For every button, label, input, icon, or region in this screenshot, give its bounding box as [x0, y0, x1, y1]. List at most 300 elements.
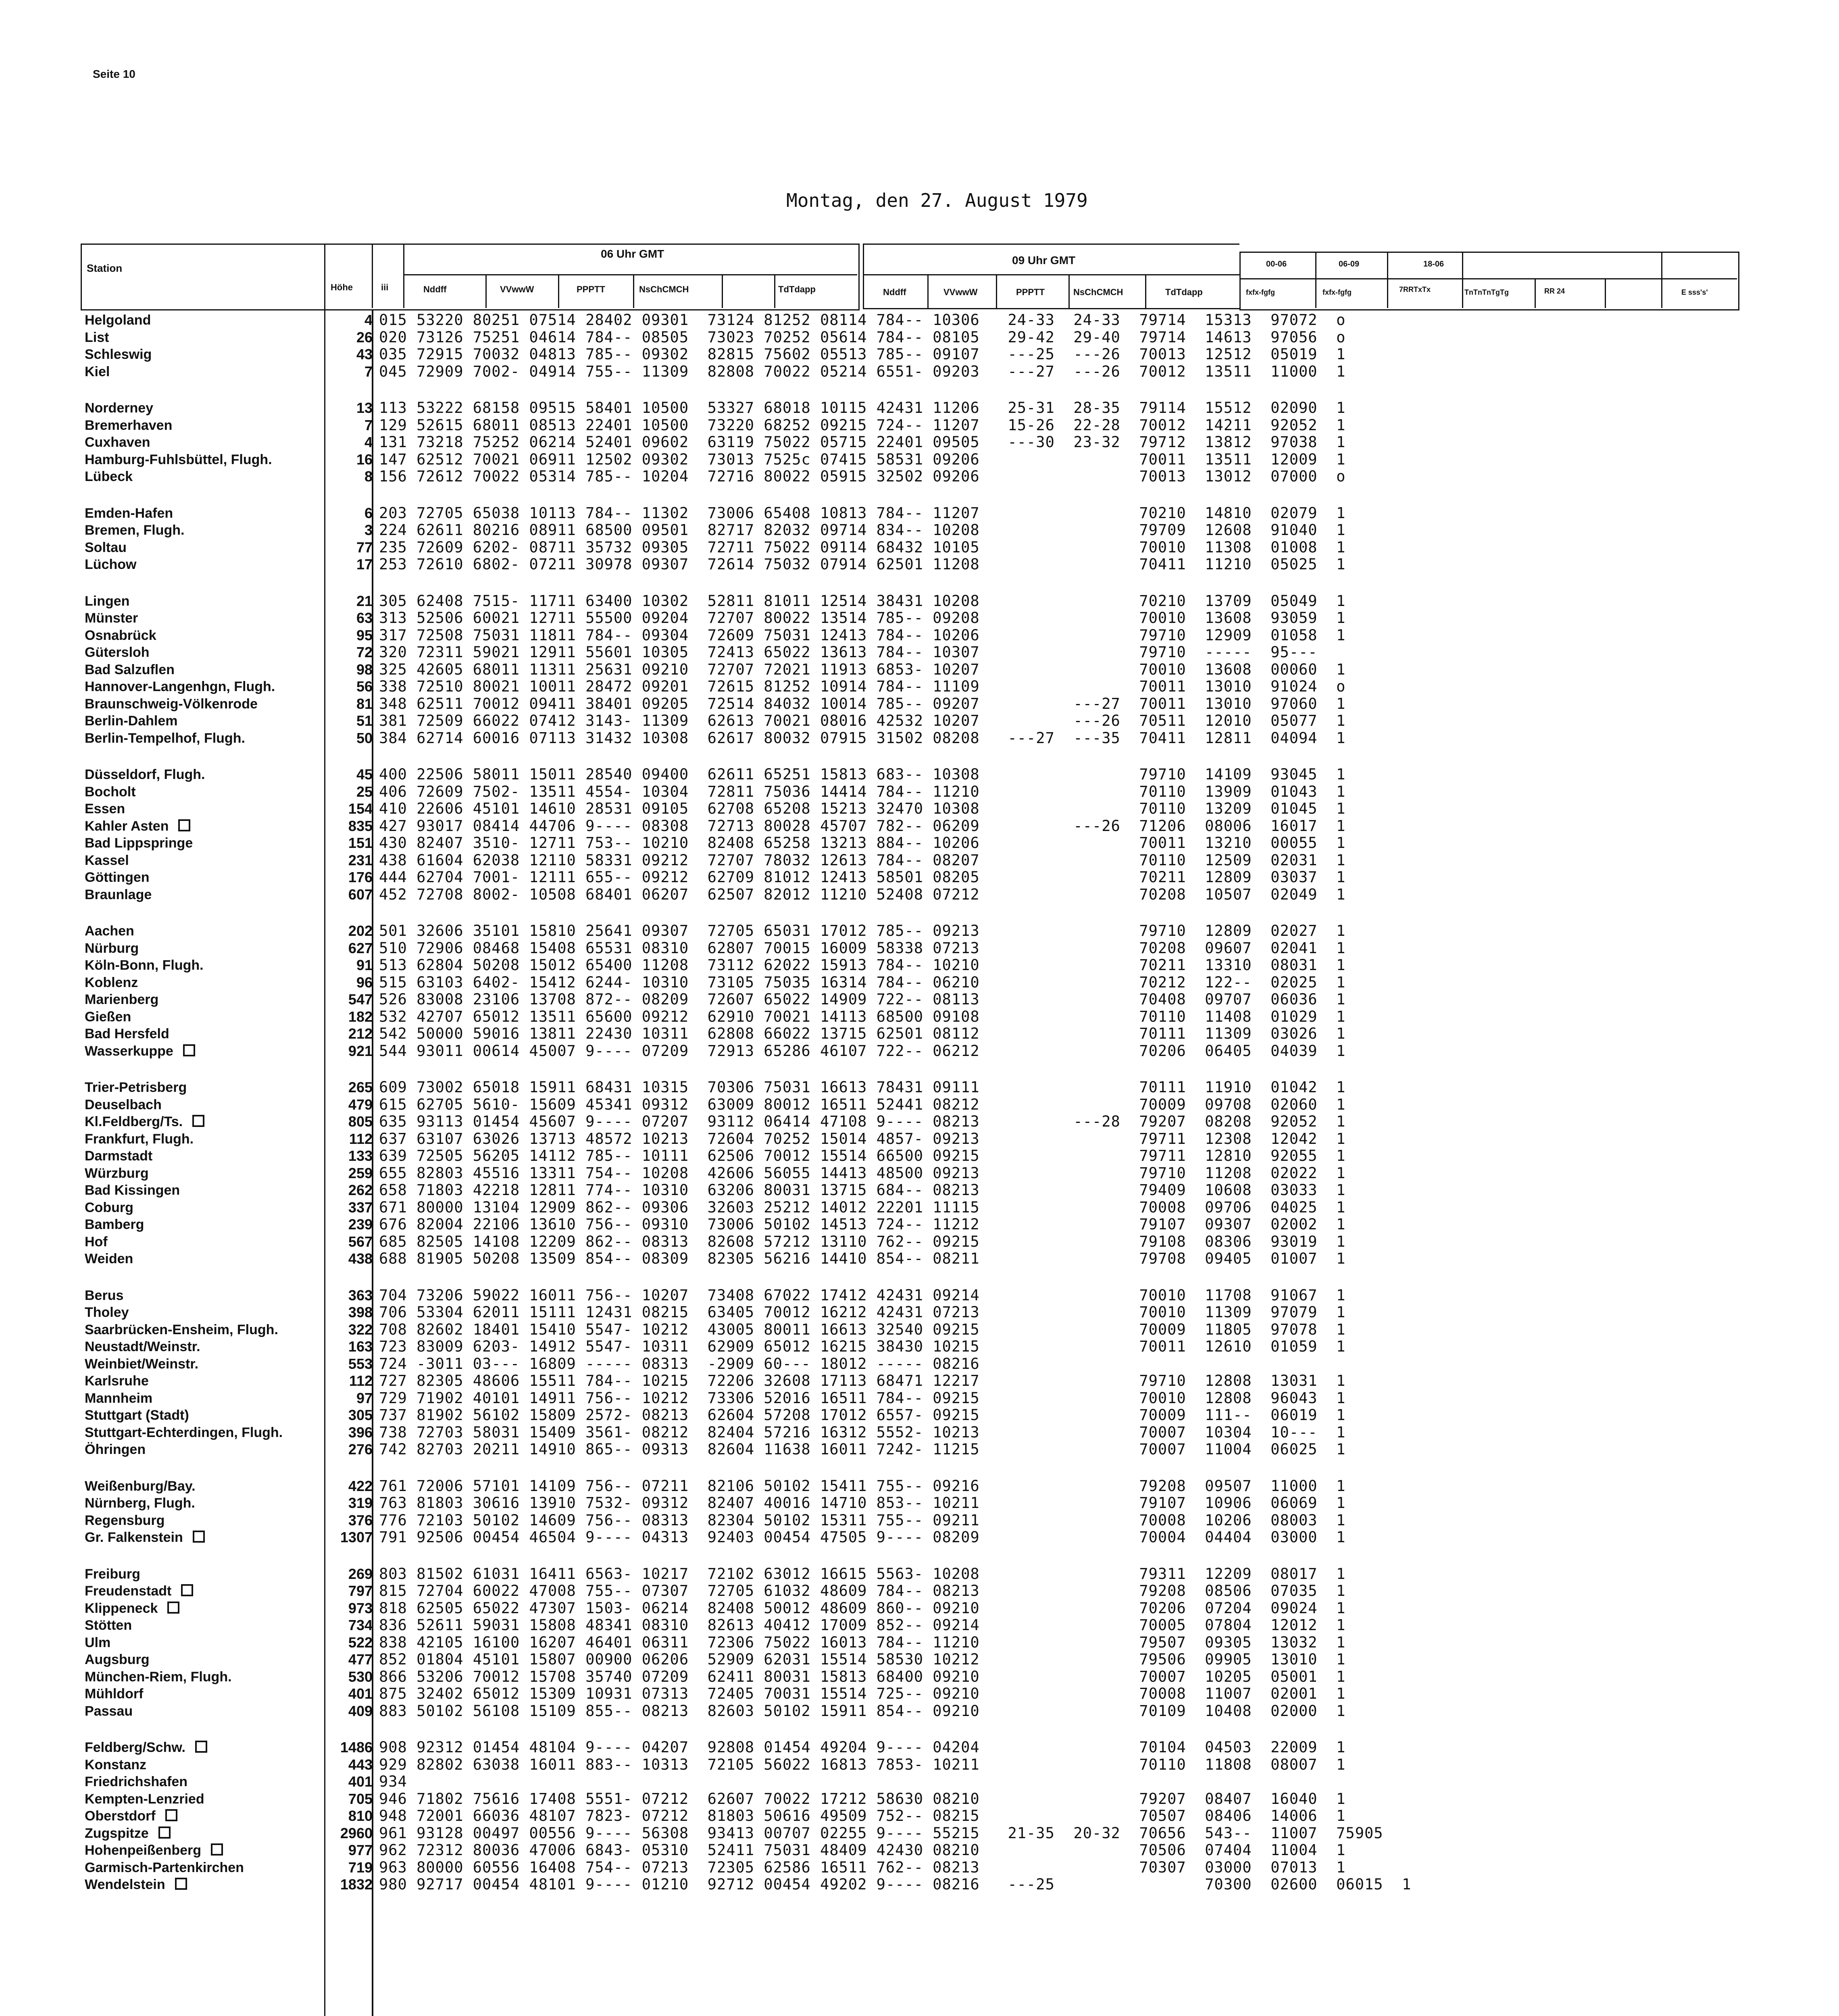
station-name [85, 783, 283, 801]
station-group [326, 1478, 378, 1546]
station-group [379, 1739, 1411, 1893]
station-group [379, 593, 1411, 747]
observation-row: 738 72703 58031 15409 3561- 08212 82404 57216 16312 5552- 10213 70007 10304 10--- 1 [379, 1423, 1346, 1441]
station-name-text: Bocholt [85, 784, 136, 800]
station-height: 6 [364, 504, 373, 521]
station-height: 443 [348, 1756, 373, 1773]
station-name [85, 923, 283, 940]
station-name [85, 1182, 283, 1199]
observation-row: 929 82802 63038 16011 883-- 10313 72105 56022 16813 7853- 10211 70110 11808 08007 1 [379, 1756, 1346, 1773]
station-name [85, 1478, 283, 1495]
station-name-text: Gr. Falkenstein [85, 1530, 183, 1545]
station-name-text: Braunschweig-Völkenrode [85, 696, 258, 712]
station-name [85, 1025, 283, 1043]
station-group [326, 505, 378, 573]
station-name-text: List [85, 329, 109, 345]
station-height: 51 [356, 712, 373, 729]
observation-row: 883 50102 56108 15109 855-- 08213 82603 50102 15911 854-- 09210 70109 10408 02000 1 [379, 1702, 1346, 1720]
station-name [85, 712, 283, 730]
station-name [85, 1424, 283, 1441]
station-group [85, 312, 283, 380]
station-height: 2960 [340, 1824, 373, 1841]
station-name-text: Frankfurt, Flugh. [85, 1131, 194, 1147]
station-name [85, 991, 283, 1008]
station-height: 45 [356, 766, 373, 783]
station-name-text: Bad Salzuflen [85, 662, 175, 677]
station-height: 607 [348, 886, 373, 903]
station-group [379, 1079, 1411, 1268]
station-group [379, 400, 1411, 485]
observation-row: 400 22506 58011 15011 28540 09400 62611 65251 15813 683-- 10308 79710 14109 93045 1 [379, 766, 1346, 783]
observation-row: 635 93113 01454 45607 9---- 07207 93112 06414 47108 9---- 08213 ---28 79207 08208 92052 1 [379, 1113, 1346, 1130]
station-group [85, 1079, 283, 1268]
station-name [85, 1407, 283, 1424]
station-height: 98 [356, 661, 373, 678]
station-height: 401 [348, 1773, 373, 1790]
observation-row: 113 53222 68158 09515 58401 10500 53327 68018 10115 42431 11206 25-31 28-35 79114 15512 02090 1 [379, 399, 1346, 417]
observation-row: 637 63107 63026 13713 48572 10213 72604 70252 15014 4857- 09213 79711 12308 12042 1 [379, 1130, 1346, 1148]
observation-row: 338 72510 80021 10011 28472 09201 72615 81252 10914 784-- 11109 70011 13010 91024 o [379, 678, 1346, 695]
station-name [85, 957, 283, 974]
station-name-text: Öhringen [85, 1442, 146, 1457]
station-group [326, 593, 378, 747]
observation-row: 381 72509 66022 07412 3143- 11309 62613 70021 08016 42532 10207 ---26 70511 12010 05077 1 [379, 712, 1346, 729]
station-group [85, 1478, 283, 1546]
header-rr: 7RRTxTx [1399, 285, 1431, 294]
station-name-text: Klippeneck [85, 1600, 158, 1616]
mountain-station-box-icon [183, 1044, 195, 1056]
station-name [85, 974, 283, 991]
observation-row: 934 [379, 1773, 407, 1790]
station-name [85, 940, 283, 957]
header-ppptt-06: PPPTT [577, 284, 605, 294]
station-name-text: Bad Lippspringe [85, 835, 193, 851]
station-name [85, 886, 283, 904]
station-height: 7 [364, 417, 373, 433]
station-name-text: Göttingen [85, 870, 150, 885]
observation-row: 020 73126 75251 04614 784-- 08505 73023 70252 05614 784-- 08105 29-42 29-40 79714 14613 97056 o [379, 328, 1346, 346]
station-name-text: Freudenstadt [85, 1583, 172, 1599]
station-name-text: Helgoland [85, 312, 151, 328]
station-name [85, 312, 283, 329]
observation-row: 444 62704 7001- 12111 655-- 09212 62709 81012 12413 58501 08205 70211 12809 03037 1 [379, 868, 1346, 886]
station-group [85, 400, 283, 485]
header-period-00-06: 00-06 [1266, 260, 1287, 269]
observation-row: 729 71902 40101 14911 756-- 10212 73306 52016 16511 784-- 09215 70010 12808 96043 1 [379, 1389, 1346, 1407]
station-height: 319 [348, 1495, 373, 1511]
station-name [85, 610, 283, 627]
station-name-text: Nürnberg, Flugh. [85, 1495, 195, 1511]
header-right [1239, 252, 1739, 310]
header-hoehe: Höhe [331, 282, 353, 292]
station-group [85, 505, 283, 573]
station-name [85, 644, 283, 661]
station-height: 63 [356, 610, 373, 626]
station-name [85, 363, 283, 381]
station-height: 835 [348, 817, 373, 834]
station-name-text: Lüchow [85, 557, 137, 572]
station-name [85, 1842, 283, 1859]
station-height: 95 [356, 627, 373, 644]
station-name-text: Hohenpeißenberg [85, 1843, 202, 1858]
station-name-text: Garmisch-Partenkirchen [85, 1860, 244, 1875]
observation-row: 313 52506 60021 12711 55500 09204 72707 80022 13514 785-- 09208 70010 13608 93059 1 [379, 609, 1346, 627]
station-group [85, 923, 283, 1060]
station-name-text: Emden-Hafen [85, 505, 173, 521]
station-group [85, 1287, 283, 1458]
observation-row: 015 53220 80251 07514 28402 09301 73124 81252 08114 784-- 10306 24-33 24-33 79714 15313 97072 o [379, 311, 1346, 329]
station-height: 797 [348, 1583, 373, 1599]
header-nschcmch-06: NsChCMCH [639, 284, 689, 294]
observation-row: 526 83008 23106 13708 872-- 08209 72607 65022 14909 722-- 08113 70408 09707 06036 1 [379, 991, 1346, 1008]
station-name [85, 1876, 283, 1893]
station-group [326, 1739, 378, 1893]
observation-row: 510 72906 08468 15408 65531 08310 62807 70015 16009 58338 07213 70208 09607 02041 1 [379, 939, 1346, 957]
station-height: 305 [348, 1407, 373, 1423]
observation-row: 532 42707 65012 13511 65600 09212 62910 70021 14113 68500 09108 70110 11408 01029 1 [379, 1008, 1346, 1025]
station-name-text: Mannheim [85, 1390, 153, 1406]
station-height: 269 [348, 1565, 373, 1582]
mountain-station-box-icon [158, 1826, 171, 1839]
observation-row: 452 72708 8002- 10508 68401 06207 62507 82012 11210 52408 07212 70208 10507 02049 1 [379, 885, 1346, 903]
station-height: 734 [348, 1617, 373, 1633]
station-name-text: Lingen [85, 593, 130, 609]
station-height: 396 [348, 1424, 373, 1441]
station-height: 705 [348, 1790, 373, 1807]
station-name [85, 1808, 283, 1825]
station-height: 4 [364, 312, 373, 328]
mountain-station-box-icon [167, 1602, 179, 1614]
station-name-text: Oberstdorf [85, 1808, 156, 1824]
station-height: 398 [348, 1304, 373, 1320]
station-name [85, 678, 283, 696]
station-name [85, 556, 283, 573]
station-name-text: Hof [85, 1234, 108, 1250]
station-name-text: Augsburg [85, 1652, 150, 1667]
station-height: 805 [348, 1113, 373, 1130]
station-height: 96 [356, 974, 373, 991]
station-name [85, 1356, 283, 1373]
observation-row: 948 72001 66036 48107 7823- 07212 81803 50616 49509 752-- 08215 70507 08406 14006 1 [379, 1807, 1346, 1824]
station-name-text: Bad Kissingen [85, 1183, 180, 1198]
station-group [326, 1079, 378, 1268]
observation-row: 501 32606 35101 15810 25641 09307 72705 65031 17012 785-- 09213 79710 12809 02027 1 [379, 922, 1346, 939]
station-name-text: Weiden [85, 1251, 133, 1266]
station-name-text: Regensburg [85, 1512, 165, 1528]
station-name [85, 1825, 283, 1842]
observation-row: 961 93128 00497 00556 9---- 56308 93413 00707 02255 9---- 55215 21-35 20-32 70656 543-- 11007 75905 [379, 1824, 1383, 1842]
station-height: 977 [348, 1842, 373, 1858]
station-height: 7 [364, 363, 373, 380]
station-name [85, 1859, 283, 1876]
station-group [379, 923, 1411, 1060]
station-group [379, 505, 1411, 573]
observation-row: 815 72704 60022 47008 755-- 07307 72705 61032 48609 784-- 08213 79208 08506 07035 1 [379, 1582, 1346, 1599]
header-nddff-09: Nddff [883, 287, 906, 297]
observation-row: 035 72915 70032 04813 785-- 09302 82815 75602 05513 785-- 09107 ---25 ---26 70013 12512 05019 1 [379, 346, 1346, 363]
station-height: 21 [356, 592, 373, 609]
station-group [379, 1287, 1411, 1458]
observation-row: 406 72609 7502- 13511 4554- 10304 72811 75036 14414 784-- 11210 70110 13909 01043 1 [379, 783, 1346, 800]
mountain-station-box-icon [181, 1584, 193, 1596]
observation-row: 946 71802 75616 17408 5551- 07212 62607 70022 17212 58630 08210 79207 08407 16040 1 [379, 1790, 1346, 1808]
station-name [85, 1043, 283, 1060]
header-rr24: RR 24 [1544, 287, 1565, 295]
station-group [379, 312, 1411, 380]
observation-row: 980 92717 00454 48101 9---- 01210 92712 00454 49202 9---- 08216 ---25 70300 02600 06015 1 [379, 1876, 1412, 1893]
station-name [85, 696, 283, 713]
station-height: 50 [356, 729, 373, 746]
station-name-text: Schleswig [85, 347, 152, 362]
observation-row: 685 82505 14108 12209 862-- 08313 82608 57212 13110 762-- 09215 79108 08306 93019 1 [379, 1233, 1346, 1250]
station-height: 477 [348, 1651, 373, 1668]
page-number: Seite 10 [93, 68, 135, 80]
station-name [85, 1165, 283, 1182]
station-name-text: Bamberg [85, 1217, 144, 1232]
station-name-text: Gießen [85, 1009, 131, 1025]
observation-row: 688 81905 50208 13509 854-- 08309 82305 56216 14410 854-- 08211 79708 09405 01007 1 [379, 1250, 1346, 1267]
station-name-text: Stötten [85, 1618, 132, 1633]
station-name-text: Kl.Feldberg/Ts. [85, 1114, 183, 1129]
station-height: 112 [349, 1372, 373, 1389]
observation-row: 727 82305 48606 15511 784-- 10215 72206 32608 17113 68471 12217 79710 12808 13031 1 [379, 1372, 1346, 1389]
station-name [85, 1096, 283, 1114]
observation-row: 763 81803 30616 13910 7532- 09312 82407 40016 14710 853-- 10211 79107 10906 06069 1 [379, 1494, 1346, 1512]
station-group [326, 1566, 378, 1720]
observation-row: 131 73218 75252 06214 52401 09602 63119 75022 05715 22401 09505 ---30 23-32 79712 13812 97038 1 [379, 433, 1346, 451]
station-name [85, 1304, 283, 1321]
header-period-18-06: 18-06 [1423, 260, 1444, 269]
station-name-text: Zugspitze [85, 1825, 149, 1841]
station-name-text: Hannover-Langenhgn, Flugh. [85, 679, 275, 694]
station-name-text: Berlin-Dahlem [85, 713, 178, 729]
observation-row: 203 72705 65038 10113 784-- 11302 73006 65408 10813 784-- 11207 70210 14810 02079 1 [379, 504, 1346, 522]
observation-row: 317 72508 75031 11811 784-- 09304 72609 75031 12413 784-- 10206 79710 12909 01058 1 [379, 626, 1346, 644]
station-height: 133 [348, 1148, 373, 1164]
observation-row: 875 32402 65012 15309 10931 07313 72405 70031 15514 725-- 09210 70008 11007 02001 1 [379, 1685, 1346, 1702]
station-name [85, 1756, 283, 1774]
station-name [85, 539, 283, 556]
observation-row: 724 -3011 03--- 16809 ----- 08313 -2909 60--- 18012 ----- 08216 [379, 1355, 980, 1372]
header-nddff-06: Nddff [423, 284, 447, 294]
observation-row: 129 52615 68011 08513 22401 10500 73220 68252 09215 724-- 11207 15-26 22-28 70012 14211 92052 1 [379, 416, 1346, 434]
observation-row: 962 72312 80036 47006 6843- 05310 52411 75031 48409 42430 08210 70506 07404 11004 1 [379, 1841, 1346, 1859]
station-name-text: Friedrichshafen [85, 1774, 188, 1789]
header-ff-1: fxfx-fgfg [1246, 288, 1275, 296]
station-height: 1486 [340, 1739, 373, 1756]
station-name [85, 1566, 283, 1583]
station-height: 77 [356, 539, 373, 556]
station-name-text: Coburg [85, 1200, 133, 1215]
mountain-station-box-icon [178, 819, 190, 831]
station-height: 259 [348, 1164, 373, 1181]
header-left [81, 244, 860, 310]
station-name [85, 1617, 283, 1634]
station-height: 409 [348, 1702, 373, 1719]
station-height: 1307 [340, 1529, 373, 1545]
station-name-text: Bremerhaven [85, 417, 173, 433]
station-name-text: Stuttgart (Stadt) [85, 1408, 189, 1423]
observation-row: 963 80000 60556 16408 754-- 07213 72305 62586 16511 762-- 08213 70307 03000 07013 1 [379, 1858, 1346, 1876]
station-height: 72 [356, 644, 373, 660]
station-name-text: Münster [85, 610, 138, 626]
observation-row: 737 81902 56102 15809 2572- 08213 62604 57208 17012 6557- 09215 70009 111-- 06019 1 [379, 1406, 1346, 1424]
station-name [85, 869, 283, 886]
station-name-text: Hamburg-Fuhlsbüttel, Flugh. [85, 452, 272, 467]
station-height: 276 [348, 1441, 373, 1458]
station-height: 163 [348, 1338, 373, 1355]
station-name-text: Wasserkuppe [85, 1043, 173, 1059]
station-height: 25 [356, 783, 373, 800]
observation-row: 639 72505 56205 14112 785-- 10111 62506 70012 15514 66500 09215 79711 12810 92055 1 [379, 1147, 1346, 1164]
station-name [85, 1739, 283, 1756]
station-name [85, 1583, 283, 1600]
observation-row: 776 72103 50102 14609 756-- 08313 82304 50102 15311 755-- 09211 70008 10206 08003 1 [379, 1511, 1346, 1529]
station-name-text: Berus [85, 1287, 124, 1303]
header-ff-2: fxfx-fgfg [1322, 288, 1352, 296]
station-height: 81 [356, 695, 373, 712]
station-height: 810 [348, 1808, 373, 1824]
observation-row: 348 62511 70012 09411 38401 09205 72514 84032 10014 785-- 09207 ---27 70011 13010 97060 1 [379, 695, 1346, 712]
header-tdtdapp-06: TdTdapp [778, 284, 816, 294]
observation-data-column [379, 312, 1411, 1913]
station-height: 921 [348, 1042, 373, 1059]
station-name [85, 1685, 283, 1703]
station-group [85, 1739, 283, 1893]
station-name [85, 1390, 283, 1407]
station-height: 479 [348, 1096, 373, 1113]
station-name-text: Karlsruhe [85, 1373, 149, 1389]
station-names-column [85, 312, 283, 1913]
header-nschcmch-09: NsChCMCH [1073, 287, 1123, 297]
station-name [85, 1250, 283, 1268]
station-name-text: Kassel [85, 852, 129, 868]
station-height: 547 [348, 991, 373, 1008]
header-09-uhr: 09 Uhr GMT [1012, 254, 1076, 267]
station-name-text: Konstanz [85, 1757, 146, 1772]
station-height: 176 [348, 869, 373, 885]
station-name-text: Mühldorf [85, 1686, 144, 1702]
observation-row: 655 82803 45516 13311 754-- 10208 42606 56055 14413 48500 09213 79710 11208 02022 1 [379, 1164, 1346, 1182]
station-name [85, 1372, 283, 1390]
station-heights-column [326, 312, 378, 1913]
station-name [85, 627, 283, 644]
station-height: 438 [348, 1250, 373, 1267]
station-name [85, 1634, 283, 1652]
station-name [85, 1216, 283, 1233]
station-name-text: Essen [85, 801, 125, 816]
observation-row: 147 62512 70021 06911 12502 09302 73013 7525c 07415 58531 09206 70011 13511 12009 1 [379, 450, 1346, 468]
station-height: 337 [348, 1199, 373, 1216]
station-name [85, 593, 283, 610]
station-name-text: Gütersloh [85, 645, 150, 660]
station-name-text: Trier-Petrisberg [85, 1080, 187, 1095]
station-name-text: Kiel [85, 364, 110, 379]
observation-row: 427 93017 08414 44706 9---- 08308 72713 80028 45707 782-- 06209 ---26 71206 08006 16017 1 [379, 817, 1346, 835]
observation-row: 430 82407 3510- 12711 753-- 10210 82408 65258 13213 884-- 10206 70011 13210 00055 1 [379, 834, 1346, 852]
station-name [85, 1321, 283, 1339]
column-divider-station [324, 274, 325, 2016]
station-name-text: Düsseldorf, Flugh. [85, 767, 205, 782]
station-height: 56 [356, 678, 373, 695]
station-name [85, 852, 283, 869]
station-name [85, 1008, 283, 1026]
observation-row: 704 73206 59022 16011 756-- 10207 73408 67022 17412 42431 09214 70010 11708 91067 1 [379, 1286, 1346, 1304]
station-height: 719 [348, 1859, 373, 1876]
station-name [85, 451, 283, 469]
station-height: 322 [348, 1321, 373, 1338]
station-name-text: Bremen, Flugh. [85, 523, 185, 538]
station-name-text: Passau [85, 1703, 133, 1719]
header-period-06-09: 06-09 [1339, 260, 1360, 269]
station-group [379, 1478, 1411, 1546]
observation-row: 908 92312 01454 48104 9---- 04207 92808 01454 49204 9---- 04204 70104 04503 22009 1 [379, 1739, 1346, 1756]
station-height: 17 [356, 556, 373, 573]
station-name-text: Tholey [85, 1305, 129, 1320]
station-name-text: Saarbrücken-Ensheim, Flugh. [85, 1322, 278, 1337]
observation-row: 866 53206 70012 15708 35740 07209 62411 80031 15813 68400 09210 70007 10205 05001 1 [379, 1668, 1346, 1685]
observation-row: 438 61604 62038 12110 58331 09212 72707 78032 12613 784-- 08207 70110 12509 02031 1 [379, 851, 1346, 869]
observation-row: 723 83009 6203- 14912 5547- 10311 62909 65012 16215 38430 10215 70011 12610 01059 1 [379, 1338, 1346, 1355]
station-name [85, 1791, 283, 1808]
station-name-text: Osnabrück [85, 627, 156, 643]
station-name-text: Feldberg/Schw. [85, 1740, 186, 1755]
station-name-text: Wendelstein [85, 1877, 165, 1892]
station-group [379, 766, 1411, 903]
header-wwww-09: VVwwW [943, 287, 978, 297]
station-height: 265 [348, 1079, 373, 1095]
station-height: 151 [348, 835, 373, 851]
station-name [85, 434, 283, 451]
station-name [85, 505, 283, 522]
station-name-text: Stuttgart-Echterdingen, Flugh. [85, 1425, 283, 1440]
header-tn: TnTnTnTgTg [1464, 288, 1509, 296]
observation-row: 803 81502 61031 16411 6563- 10217 72102 63012 16615 5563- 10208 79311 12209 08017 1 [379, 1565, 1346, 1583]
mountain-station-box-icon [175, 1878, 187, 1890]
station-name [85, 346, 283, 363]
station-name-text: Freiburg [85, 1566, 140, 1582]
station-name [85, 400, 283, 417]
observation-row: 544 93011 00614 45007 9---- 07209 72913 65286 46107 722-- 06212 70206 06405 04039 1 [379, 1042, 1346, 1060]
station-name-text: Kempten-Lenzried [85, 1791, 204, 1807]
observation-row: 658 71803 42218 12811 774-- 10310 63206 80031 13715 684-- 08213 79409 10608 03033 1 [379, 1181, 1346, 1199]
mountain-station-box-icon [165, 1809, 177, 1821]
station-name-text: Aachen [85, 923, 134, 939]
station-name [85, 1441, 283, 1458]
station-name-text: Köln-Bonn, Flugh. [85, 958, 204, 973]
station-name-text: Lübeck [85, 469, 133, 484]
station-height: 262 [348, 1182, 373, 1198]
station-name [85, 661, 283, 679]
station-group [85, 766, 283, 903]
station-group [326, 312, 378, 380]
station-name-text: Darmstadt [85, 1148, 153, 1164]
station-name [85, 818, 283, 835]
station-name [85, 766, 283, 783]
observation-row: 224 62611 80216 08911 68500 09501 82717 82032 09714 834-- 10208 79709 12608 91040 1 [379, 521, 1346, 539]
observation-row: 609 73002 65018 15911 68431 10315 70306 75031 16613 78431 09111 70111 11910 01042 1 [379, 1079, 1346, 1096]
station-name-text: Braunlage [85, 887, 152, 902]
station-height: 567 [348, 1233, 373, 1250]
header-station: Station [87, 262, 123, 274]
station-name [85, 1668, 283, 1686]
observation-row: 818 62505 65022 47307 1503- 06214 82408 50012 48609 860-- 09210 70206 07204 09024 1 [379, 1599, 1346, 1617]
station-name [85, 1113, 283, 1131]
mountain-station-box-icon [211, 1843, 223, 1856]
station-height: 97 [356, 1389, 373, 1406]
header-ppptt-09: PPPTT [1016, 287, 1045, 297]
observation-row: 676 82004 22106 13610 756-- 09310 73006 50102 14513 724-- 11212 79107 09307 02002 1 [379, 1216, 1346, 1233]
